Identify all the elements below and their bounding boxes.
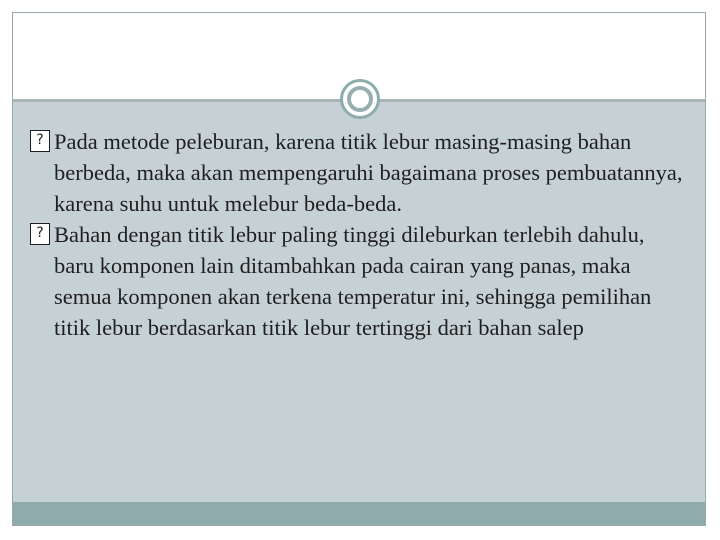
circle-ornament-icon xyxy=(340,79,380,119)
missing-glyph-icon: ? xyxy=(30,130,50,152)
footer-band xyxy=(13,502,705,525)
bullet-text: Pada metode peleburan, karena titik lebur masing-masing bahan berbeda, maka akan mempengaruhi bagaimana proses pembuatannya, karena suhu untuk melebur beda-beda. xyxy=(54,129,683,216)
bullet-item xyxy=(30,219,690,343)
bullet-item xyxy=(30,126,690,219)
missing-glyph-icon: ? xyxy=(30,223,50,245)
circle-ornament-inner xyxy=(347,86,373,112)
bullet-text: Bahan dengan titik lebur paling tinggi dileburkan terlebih dahulu, baru komponen lain ditambahkan pada cairan yang panas, maka semua komponen akan terkena temperatur ini, sehingga pemilihan titik lebur berdasarkan titik lebur tertinggi dari bahan salep xyxy=(54,222,652,340)
bullet-list xyxy=(30,126,690,343)
